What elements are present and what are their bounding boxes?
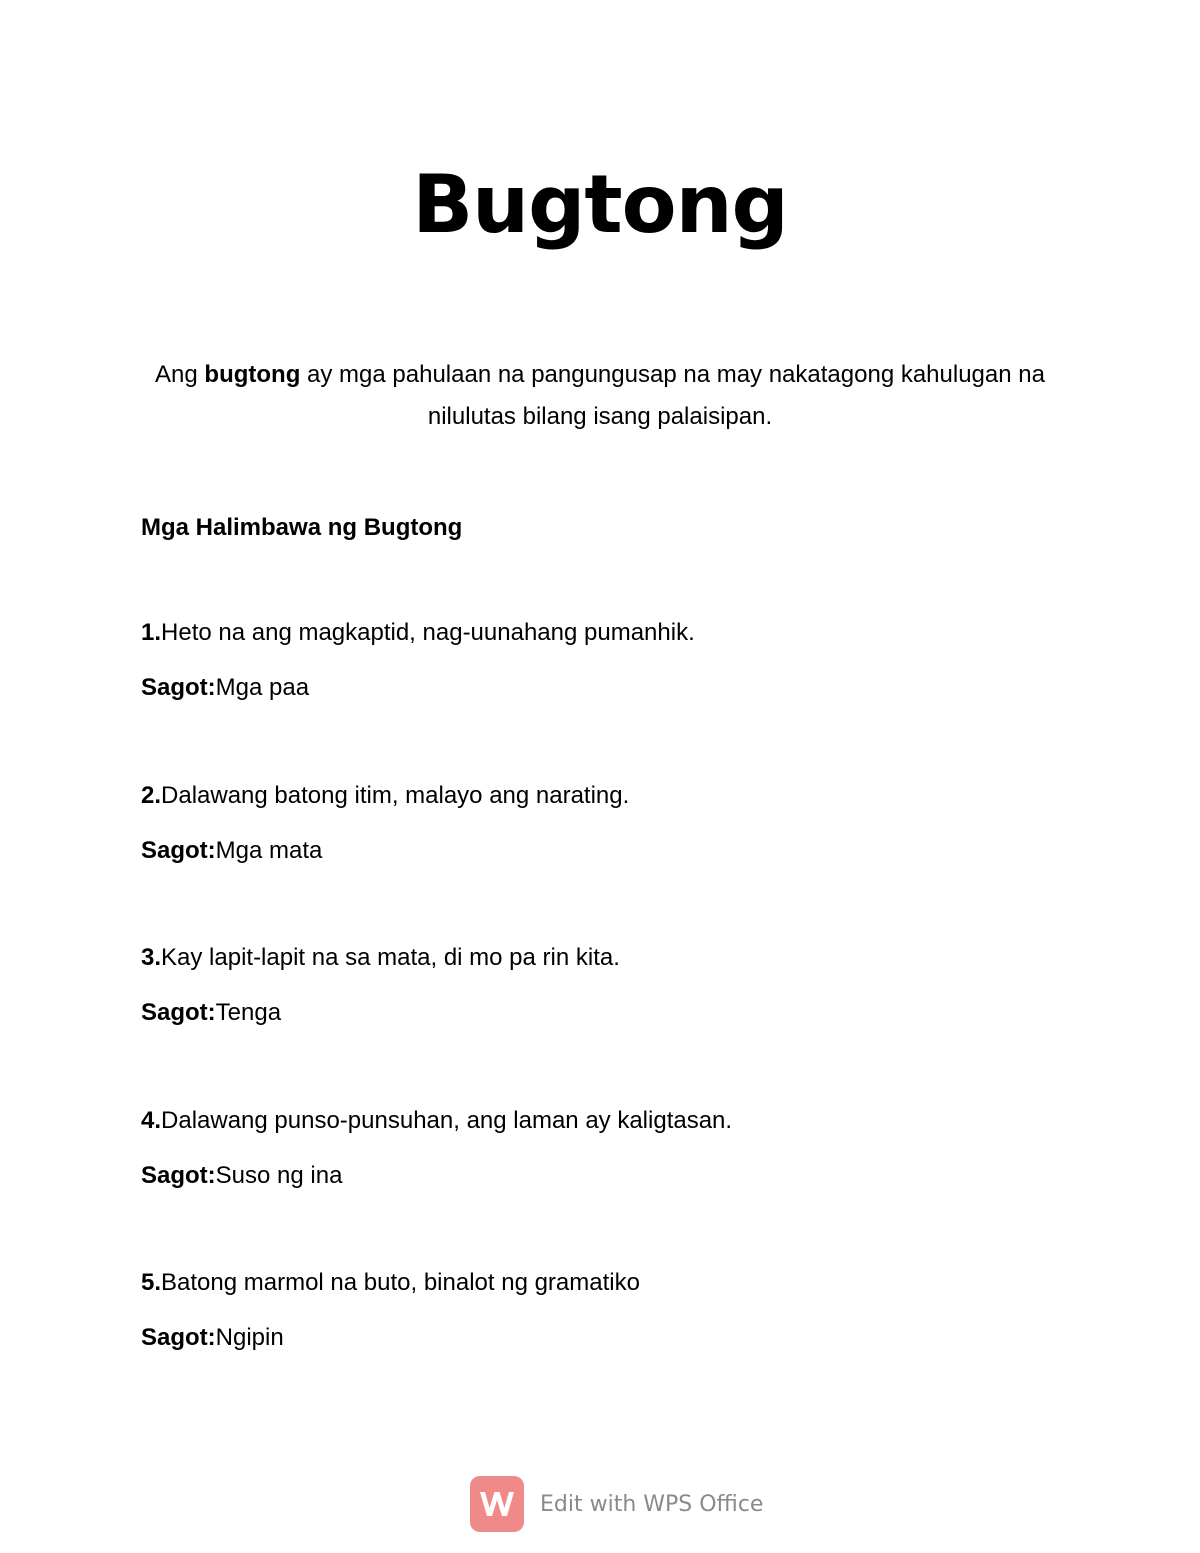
riddle-item xyxy=(141,1265,1081,1428)
riddle-question: Dalawang batong itim, malayo ang narating. xyxy=(161,781,630,809)
riddle-number: 5. xyxy=(141,1269,162,1296)
riddle-question: Dalawang punso-punsuhan, ang laman ay kaligtasan. xyxy=(161,1106,733,1134)
answer-label: Sagot: xyxy=(141,999,216,1026)
riddle-number: 4. xyxy=(141,1106,162,1134)
riddle-item xyxy=(141,1103,1081,1266)
riddle-text xyxy=(141,615,695,651)
answer-label: Sagot: xyxy=(141,1161,216,1189)
intro-keyword: bugtong xyxy=(204,361,301,388)
answer-value: Mga paa xyxy=(215,674,310,701)
riddle-number: 2. xyxy=(141,781,162,809)
riddle-question: Heto na ang magkaptid, nag-uunahang pumanhik. xyxy=(161,619,695,646)
page-title: Bugtong xyxy=(412,158,788,251)
edit-with-wps-badge[interactable] xyxy=(470,1476,763,1532)
riddle-list xyxy=(141,615,1081,1428)
riddle-answer xyxy=(141,1320,284,1356)
riddle-number: 3. xyxy=(141,944,162,971)
answer-label: Sagot: xyxy=(141,836,216,864)
riddle-number: 1. xyxy=(141,619,162,646)
answer-value: Mga mata xyxy=(215,836,323,864)
riddle-question: Batong marmol na buto, binalot ng gramatiko xyxy=(161,1269,640,1296)
intro-prefix: Ang xyxy=(155,361,205,388)
riddle-item xyxy=(141,940,1081,1103)
riddle-text xyxy=(141,778,629,814)
riddle-answer xyxy=(141,833,322,869)
answer-value: Suso ng ina xyxy=(215,1161,343,1189)
riddle-text xyxy=(141,1265,640,1301)
riddle-item xyxy=(141,615,1081,778)
riddle-question: Kay lapit-lapit na sa mata, di mo pa rin kita. xyxy=(161,944,620,971)
section-heading: Mga Halimbawa ng Bugtong xyxy=(141,514,463,541)
answer-value: Tenga xyxy=(215,999,282,1026)
wps-logo-icon[interactable] xyxy=(470,1476,524,1532)
riddle-text xyxy=(141,1103,732,1139)
intro-rest: ay mga pahulaan na pangungusap na may nakatagong kahulugan na nilulutas bilang isang palaisipan. xyxy=(300,361,1045,430)
answer-value: Ngipin xyxy=(215,1324,284,1351)
riddle-text xyxy=(141,940,620,976)
riddle-answer xyxy=(141,1158,342,1194)
riddle-answer xyxy=(141,995,281,1031)
riddle-answer xyxy=(141,670,309,706)
riddle-item xyxy=(141,778,1081,941)
wps-logo-glyph xyxy=(477,1486,517,1522)
answer-label: Sagot: xyxy=(141,1324,216,1351)
intro-paragraph xyxy=(130,354,1070,438)
answer-label: Sagot: xyxy=(141,674,216,701)
wps-badge-text[interactable]: Edit with WPS Office xyxy=(540,1491,764,1517)
